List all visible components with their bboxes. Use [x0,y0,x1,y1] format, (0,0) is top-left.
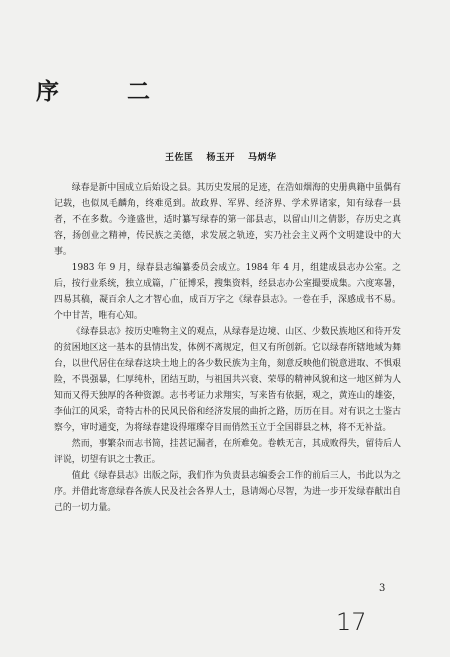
paragraph: 然而，事繁杂而志书简，挂甚记漏者，在所难免。卷帙无言，其成败得失，留待后人评说，切望有识之士教正。 [54,439,401,465]
page-title: 序 二 [36,79,181,105]
paragraph: 1983 年 9 月，绿春县志编纂委员会成立。1984 年 4 月，组建成县志办公室。之后，按行业系统，独立成篇，广征博采，搜集资料，经县志办公室撮要成集。六度寒暑，四易其稿，凝百余人之才智心血，成百万字之《绿春县志》。一卷在手，深感成书不易。个中甘苦，唯有心知。 [54,263,401,321]
author-name: 马炳华 [248,153,277,163]
handwritten-mark: 17 [336,608,367,636]
author-name: 王佐匡 [165,153,194,163]
preface-body [54,180,401,516]
author-name: 杨玉开 [206,153,236,163]
page-number: 3 [379,583,386,594]
paragraph: 绿春是新中国成立后始设之县。其历史发展的足迹，在浩如烟海的史册典籍中虽偶有记载，也似凤毛麟角，终难觅到。故政界、军界、经济界、学术界诸家，知有绿春一县者，不在多数。今逢盛世，适时纂写绿春的第一部县志，以留山川之倩影，存历史之真容，扬创业之精神，传民族之美德，求发展之轨迹，实乃社会主义两个文明建设中的大事。 [54,183,401,257]
author-line [165,150,290,163]
paragraph: 《绿春县志》按历史唯物主义的观点，从绿春是边境、山区、少数民族地区和待开发的贫困地区这一基本的县情出发，体例不离规定，但又有所创新。它以绿春所辖地域为舞台，以世代居住在绿春这块土地上的各少数民族为主角，刻意反映他们锐意进取、不惧艰险，不畏强暴，仁厚纯朴，团结互助，与祖国共兴衰、荣辱的精神风貌和这一地区鲜为人知而又得天独厚的各种资源。志书考证力求翔实，写来皆有依据，观之，黄连山的雄姿，李仙江的风采，奇特古朴的民风民俗和经济发展的曲折之路，历历在目。对有识之士鉴古察今，审时通变，为将绿春建设得璀璨夺目而俏然玉立于全国群县之林，将不无补益。 [54,327,401,433]
paragraph: 值此《绿春县志》出版之际，我们作为负责县志编委会工作的前后三人，书此以为之序。并借此寄意绿春各族人民及社会各界人士，恳请竭心尽智，为进一步开发绿春献出自己的一切力量。 [54,471,401,513]
